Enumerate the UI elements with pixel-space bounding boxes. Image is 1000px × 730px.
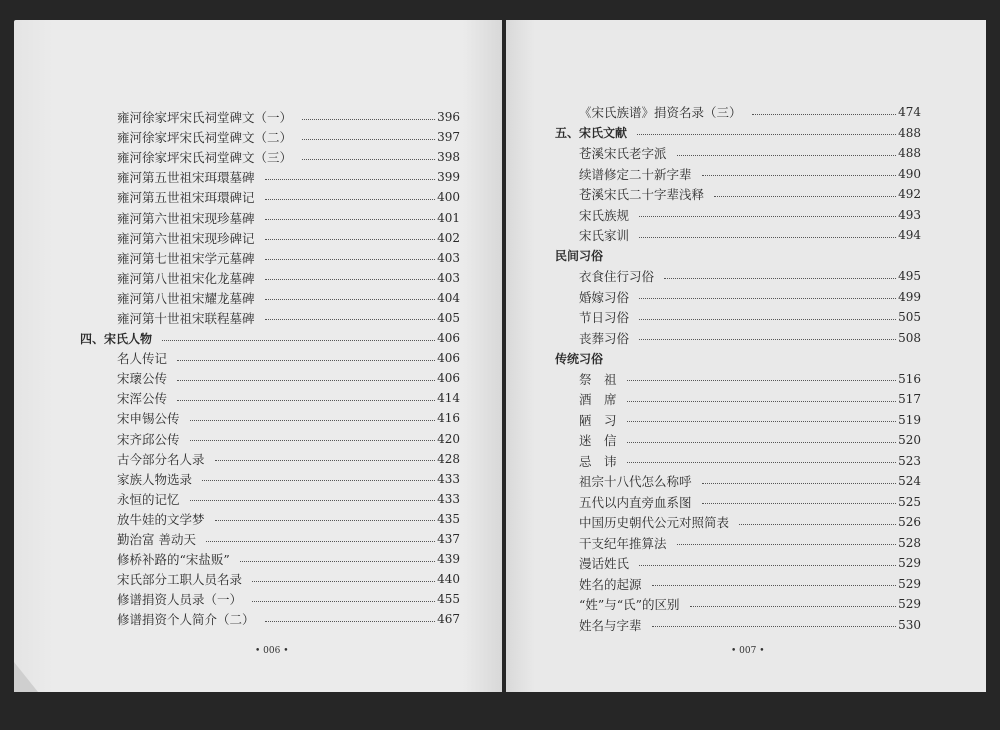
dot-leader bbox=[190, 420, 436, 421]
toc-entry-title: 丧葬习俗 bbox=[579, 330, 630, 346]
dot-leader bbox=[252, 601, 435, 602]
toc-entry-title: 雍河第五世祖宋珥環碑记 bbox=[117, 190, 255, 206]
toc-entry-page: 402 bbox=[437, 230, 460, 245]
dot-leader bbox=[177, 360, 435, 361]
toc-entry bbox=[80, 248, 460, 268]
dot-leader bbox=[202, 480, 435, 481]
toc-entry-title: 雍河第五世祖宋珥環墓碑 bbox=[117, 170, 255, 186]
toc-entry-page: 529 bbox=[898, 576, 921, 591]
dot-leader bbox=[639, 216, 896, 217]
page-number: • 006 • bbox=[255, 646, 289, 656]
toc-entry-page: 420 bbox=[437, 431, 460, 446]
toc-entry-page: 401 bbox=[437, 210, 460, 225]
toc-entry-title: “姓”与“氏”的区别 bbox=[579, 597, 680, 613]
toc-entry-title: 中国历史朝代公元对照简表 bbox=[579, 515, 730, 531]
toc-entry bbox=[80, 187, 460, 207]
toc-entry-page: 406 bbox=[437, 351, 460, 366]
toc-entry-title: 修谱捐资人员录（一） bbox=[117, 592, 243, 608]
toc-entry-page: 524 bbox=[898, 474, 921, 489]
toc-entry-page: 440 bbox=[437, 572, 460, 587]
dot-leader bbox=[215, 460, 436, 461]
dot-leader bbox=[702, 175, 897, 176]
toc-entry-page: 495 bbox=[898, 269, 921, 284]
toc-entry-title: 修谱捐资个人简介（二） bbox=[117, 612, 255, 628]
toc-entry-page: 523 bbox=[898, 453, 921, 468]
toc-entry-page: 499 bbox=[898, 289, 921, 304]
toc-entry-page: 508 bbox=[898, 330, 921, 345]
toc-entry-title: 古今部分名人录 bbox=[117, 451, 205, 467]
dot-leader bbox=[190, 500, 436, 501]
dot-leader bbox=[677, 544, 897, 545]
dot-leader bbox=[162, 340, 435, 341]
toc-entry-title: 宋浑公传 bbox=[117, 391, 168, 407]
toc-entry-title: 雍河第八世祖宋耀龙墓碑 bbox=[117, 290, 255, 306]
dot-leader bbox=[215, 520, 436, 521]
toc-entry-page: 455 bbox=[437, 592, 460, 607]
toc-entry-page: 404 bbox=[437, 290, 460, 305]
dot-leader bbox=[265, 179, 436, 180]
dot-leader bbox=[739, 524, 896, 525]
toc-entry bbox=[555, 369, 921, 390]
toc-entry bbox=[555, 512, 921, 533]
toc-entry-page: 396 bbox=[437, 110, 460, 125]
dot-leader bbox=[652, 626, 897, 627]
toc-entry bbox=[80, 449, 460, 469]
toc-entry bbox=[555, 451, 921, 472]
dot-leader bbox=[190, 440, 436, 441]
dot-leader bbox=[702, 503, 897, 504]
toc-entry-title: 衣食住行习俗 bbox=[579, 269, 655, 285]
dot-leader bbox=[265, 621, 436, 622]
toc-entry-title: 雍河第六世祖宋现珍碑记 bbox=[117, 230, 255, 246]
toc-entry-title: 修桥补路的“宋盐贩” bbox=[117, 552, 230, 568]
toc-entry bbox=[80, 388, 460, 408]
dot-leader bbox=[627, 421, 897, 422]
toc-entry bbox=[80, 348, 460, 368]
dot-leader bbox=[652, 585, 897, 586]
toc-entry-title: 宋申锡公传 bbox=[117, 411, 180, 427]
dot-leader bbox=[690, 606, 897, 607]
toc-entry bbox=[555, 184, 921, 205]
toc-entry-page: 519 bbox=[898, 412, 921, 427]
toc-section-heading bbox=[555, 123, 921, 144]
toc-entry bbox=[555, 266, 921, 287]
toc-entry-page: 505 bbox=[898, 310, 921, 325]
toc-entry-title: 五、宋氏文献 bbox=[555, 126, 628, 141]
toc-entry-page: 492 bbox=[898, 187, 921, 202]
toc-entry-title: 雍河第八世祖宋化龙墓碑 bbox=[117, 270, 255, 286]
toc-entry-title: 放牛娃的文学梦 bbox=[117, 511, 205, 527]
toc-entry-title: 宋氏家训 bbox=[579, 228, 630, 244]
toc-entry bbox=[555, 471, 921, 492]
toc-entry bbox=[80, 489, 460, 509]
toc-entry-page: 529 bbox=[898, 556, 921, 571]
toc-entry-page: 439 bbox=[437, 552, 460, 567]
toc-entry-title: 漫话姓氏 bbox=[579, 556, 630, 572]
toc-entry bbox=[80, 429, 460, 449]
toc-entry-page: 493 bbox=[898, 207, 921, 222]
toc-section-heading bbox=[80, 328, 460, 348]
toc-entry-page: 520 bbox=[898, 433, 921, 448]
dot-leader bbox=[714, 196, 896, 197]
toc-entry-title: 忌 讳 bbox=[579, 453, 617, 469]
toc-entry bbox=[80, 549, 460, 569]
toc-entry-title: 传统习俗 bbox=[555, 351, 604, 366]
toc-entry bbox=[80, 609, 460, 629]
toc-entry-title: 祖宗十八代怎么称呼 bbox=[579, 474, 692, 490]
toc-entry-page: 403 bbox=[437, 270, 460, 285]
toc-entry-page: 435 bbox=[437, 511, 460, 526]
toc-entry bbox=[555, 492, 921, 513]
dot-leader bbox=[637, 134, 896, 135]
toc-entry-page: 525 bbox=[898, 494, 921, 509]
toc-entry-title: 宋氏族规 bbox=[579, 207, 630, 223]
toc-entry-page: 397 bbox=[437, 130, 460, 145]
toc-entry bbox=[555, 430, 921, 451]
page-number: • 007 • bbox=[731, 646, 765, 656]
toc-entry bbox=[80, 308, 460, 328]
toc-entry-page: 528 bbox=[898, 535, 921, 550]
toc-entry-title: 婚嫁习俗 bbox=[579, 289, 630, 305]
toc-entry-title: 宋瓌公传 bbox=[117, 371, 168, 387]
dot-leader bbox=[752, 114, 897, 115]
toc-entry bbox=[555, 574, 921, 595]
toc-entry-title: 节日习俗 bbox=[579, 310, 630, 326]
toc-entry-page: 416 bbox=[437, 411, 460, 426]
toc-entry-page: 399 bbox=[437, 170, 460, 185]
toc-entry-title: 勤治富 善动天 bbox=[117, 532, 196, 548]
dot-leader bbox=[639, 339, 896, 340]
toc-entry bbox=[555, 225, 921, 246]
toc-entry-page: 403 bbox=[437, 250, 460, 265]
toc-entry-title: 永恒的记忆 bbox=[117, 491, 180, 507]
toc-entry bbox=[555, 389, 921, 410]
toc-entry bbox=[80, 228, 460, 248]
toc-entry bbox=[80, 147, 460, 167]
toc-entry-page: 433 bbox=[437, 471, 460, 486]
toc-entry-title: 雍河徐家坪宋氏祠堂碑文（一） bbox=[117, 110, 293, 126]
toc-entry-title: 四、宋氏人物 bbox=[80, 331, 153, 346]
toc-entry-title: 苍溪宋氏老字派 bbox=[579, 146, 667, 162]
toc-entry-page: 428 bbox=[437, 451, 460, 466]
toc-entry-title: 五代以内直旁血系图 bbox=[579, 494, 692, 510]
toc-entry-page: 526 bbox=[898, 515, 921, 530]
toc-entry-title: 酒 席 bbox=[579, 392, 617, 408]
toc-entry-title: 家族人物选录 bbox=[117, 471, 193, 487]
table-of-contents-left bbox=[80, 107, 460, 629]
toc-entry-title: 雍河徐家坪宋氏祠堂碑文（二） bbox=[117, 130, 293, 146]
toc-entry-title: 雍河第七世祖宋学元墓碑 bbox=[117, 250, 255, 266]
toc-entry bbox=[80, 469, 460, 489]
toc-entry-page: 437 bbox=[437, 532, 460, 547]
dot-leader bbox=[265, 239, 436, 240]
toc-entry-title: 雍河第六世祖宋现珍墓碑 bbox=[117, 210, 255, 226]
dot-leader bbox=[627, 442, 897, 443]
toc-section-heading bbox=[555, 348, 921, 369]
toc-entry-page: 488 bbox=[898, 146, 921, 161]
toc-entry bbox=[555, 553, 921, 574]
toc-entry-title: 迷 信 bbox=[579, 433, 617, 449]
left-page bbox=[14, 20, 502, 692]
dot-leader bbox=[206, 541, 435, 542]
toc-entry bbox=[80, 288, 460, 308]
toc-entry-page: 490 bbox=[898, 166, 921, 181]
toc-entry bbox=[80, 509, 460, 529]
toc-entry bbox=[555, 164, 921, 185]
dot-leader bbox=[627, 380, 897, 381]
toc-entry-page: 529 bbox=[898, 597, 921, 612]
dot-leader bbox=[265, 219, 436, 220]
dot-leader bbox=[177, 380, 435, 381]
toc-entry bbox=[555, 205, 921, 226]
toc-entry-title: 名人传记 bbox=[117, 351, 168, 367]
dot-leader bbox=[627, 401, 897, 402]
toc-entry bbox=[80, 207, 460, 227]
toc-entry bbox=[555, 533, 921, 554]
dot-leader bbox=[302, 159, 435, 160]
toc-entry-page: 398 bbox=[437, 150, 460, 165]
toc-entry bbox=[80, 167, 460, 187]
dot-leader bbox=[702, 483, 897, 484]
toc-entry bbox=[555, 287, 921, 308]
toc-entry bbox=[80, 268, 460, 288]
toc-entry-title: 民间习俗 bbox=[555, 249, 604, 264]
toc-entry-page: 517 bbox=[898, 392, 921, 407]
toc-entry-title: 宋氏部分工职人员名录 bbox=[117, 572, 243, 588]
toc-entry-page: 414 bbox=[437, 391, 460, 406]
dot-leader bbox=[265, 259, 436, 260]
dot-leader bbox=[252, 581, 435, 582]
toc-entry-title: 《宋氏族谱》捐资名录（三） bbox=[579, 105, 742, 121]
toc-entry-title: 宋齐邱公传 bbox=[117, 431, 180, 447]
toc-entry bbox=[80, 529, 460, 549]
dot-leader bbox=[265, 299, 436, 300]
toc-entry bbox=[555, 594, 921, 615]
dot-leader bbox=[265, 319, 436, 320]
toc-entry bbox=[555, 328, 921, 349]
toc-entry bbox=[555, 410, 921, 431]
toc-entry-page: 488 bbox=[898, 125, 921, 140]
toc-entry-page: 494 bbox=[898, 228, 921, 243]
dot-leader bbox=[639, 319, 896, 320]
toc-entry-page: 406 bbox=[437, 371, 460, 386]
toc-entry-title: 干支纪年推算法 bbox=[579, 535, 667, 551]
dot-leader bbox=[639, 298, 896, 299]
page-edge bbox=[14, 662, 54, 692]
table-of-contents-right bbox=[555, 102, 921, 635]
toc-entry-page: 474 bbox=[898, 105, 921, 120]
toc-entry-title: 陋 习 bbox=[579, 412, 617, 428]
toc-entry-page: 400 bbox=[437, 190, 460, 205]
toc-entry bbox=[80, 368, 460, 388]
toc-entry-title: 续谱修定二十新字辈 bbox=[579, 166, 692, 182]
dot-leader bbox=[265, 279, 436, 280]
toc-entry bbox=[555, 143, 921, 164]
toc-entry-page: 467 bbox=[437, 612, 460, 627]
toc-entry bbox=[555, 615, 921, 636]
dot-leader bbox=[240, 561, 435, 562]
dot-leader bbox=[177, 400, 435, 401]
right-page bbox=[506, 20, 986, 692]
toc-entry-title: 雍河第十世祖宋联程墓碑 bbox=[117, 310, 255, 326]
toc-entry-page: 433 bbox=[437, 491, 460, 506]
toc-entry bbox=[80, 127, 460, 147]
toc-entry-page: 405 bbox=[437, 310, 460, 325]
toc-entry bbox=[80, 107, 460, 127]
toc-entry bbox=[80, 569, 460, 589]
toc-entry-page: 530 bbox=[898, 617, 921, 632]
dot-leader bbox=[639, 237, 896, 238]
toc-entry bbox=[555, 307, 921, 328]
toc-entry-page: 406 bbox=[437, 331, 460, 346]
dot-leader bbox=[627, 462, 897, 463]
toc-entry-title: 姓名与字辈 bbox=[579, 617, 642, 633]
toc-entry-title: 姓名的起源 bbox=[579, 576, 642, 592]
dot-leader bbox=[677, 155, 897, 156]
toc-entry bbox=[555, 102, 921, 123]
dot-leader bbox=[302, 139, 435, 140]
toc-entry-title: 雍河徐家坪宋氏祠堂碑文（三） bbox=[117, 150, 293, 166]
dot-leader bbox=[302, 119, 435, 120]
toc-entry bbox=[80, 589, 460, 609]
dot-leader bbox=[664, 278, 896, 279]
toc-entry-title: 苍溪宋氏二十字辈浅释 bbox=[579, 187, 705, 203]
dot-leader bbox=[639, 565, 896, 566]
toc-entry-title: 祭 祖 bbox=[579, 371, 617, 387]
dot-leader bbox=[265, 199, 436, 200]
toc-section-heading bbox=[555, 246, 921, 267]
toc-entry-page: 516 bbox=[898, 371, 921, 386]
toc-entry bbox=[80, 408, 460, 428]
